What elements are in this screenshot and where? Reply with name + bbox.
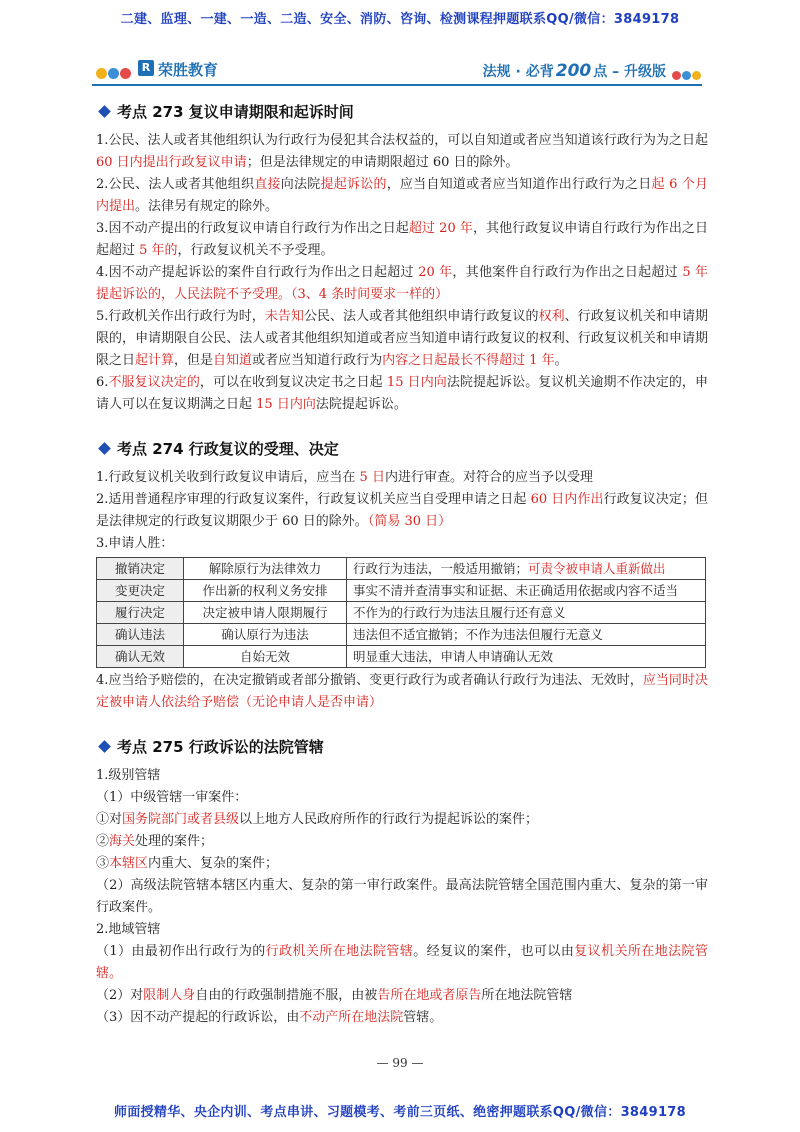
paragraph: （2）高级法院管辖本辖区内重大、复杂的第一审行政案件。最高法院管辖全国范围内重大、复杂的第一审行政案件。 [96,878,708,915]
decision-table [96,557,706,668]
paragraph: 5.行政机关作出行政行为时，未告知公民、法人或者其他组织申请行政复议的权利、行政复议机关和申请期限的，申请期限自公民、法人或者其他组织知道或者应当知道申请行政复议的权利、行政复议机关和申请期限之日起计算，但是自知道或者应当知道行政行为内容之日起最长不得超过 1 年。 [96,309,708,368]
table-row: 撤销决定 解除原行为法律效力 行政行为违法，一般适用撤销；可责令被申请人重新做出 [97,558,706,580]
book-title: 法规 · 必背 200 点 – 升级版 [482,61,666,81]
paragraph: 2.地域管辖 [96,922,161,937]
paragraph: 4.因不动产提起诉讼的案件自行政行为作出之日起超过 20 年，其他案件自行政行为作出之日起超过 5 年提起诉讼的，人民法院不予受理。（3、4 条时间要求一样的） [96,265,708,302]
logo-text: 荣胜教育 [158,61,219,79]
diamond-icon [98,442,111,455]
logo-icon: R [138,60,154,76]
page-number: — 99 — [376,1056,424,1070]
bottom-ad-banner: 师面授精华、央企内训、考点串讲、习题模考、考前三页纸、绝密押题联系QQ/微信：3849178 [114,1105,686,1120]
paragraph: 6.不服复议决定的，可以在收到复议决定书之日起 15 日内向法院提起诉讼。复议机关逾期不作决定的，申请人可以在复议期满之日起 15 日内向法院提起诉讼。 [96,375,708,412]
table-row: 履行决定 决定被申请人限期履行 不作为的行政行为违法且履行还有意义 [97,602,706,624]
table-row: 确认无效 自始无效 明显重大违法，申请人申请确认无效 [97,646,706,668]
table-row: 确认违法 确认原行为违法 违法但不适宜撤销；不作为违法但履行无意义 [97,624,706,646]
paragraph: ②海关处理的案件； [96,834,214,849]
paragraph: （3）因不动产提起的行政诉讼，由不动产所在地法院管辖。 [96,1010,443,1025]
section-title-274: 考点 274 行政复议的受理、决定 [96,438,708,459]
paragraph: 1.级别管辖 [96,768,161,783]
page-header [92,58,702,86]
diamond-icon [98,105,111,118]
table-row: 变更决定 作出新的权利义务安排 事实不清并查清事实和证据、未正确适用依据或内容不适当 [97,580,706,602]
paragraph: ③本辖区内重大、复杂的案件； [96,856,279,871]
page-content [96,95,708,1029]
top-ad-banner: 二建、监理、一建、一造、二造、安全、消防、咨询、检测课程押题联系QQ/微信：3849178 [120,12,680,27]
decorative-dots-right [672,65,702,84]
paragraph: 3.因不动产提出的行政复议申请自行政行为作出之日起超过 20 年，其他行政复议申请自行政行为作出之日起超过 5 年的，行政复议机关不予受理。 [96,221,708,258]
paragraph: （2）对限制人身自由的行政强制措施不服，由被告所在地或者原告所在地法院管辖 [96,988,573,1003]
paragraph: 4.应当给予赔偿的，在决定撤销或者部分撤销、变更行政行为或者确认行政行为违法、无效时，应当同时决定被申请人依法给予赔偿（无论申请人是否申请） [96,673,708,710]
paragraph: 2.适用普通程序审理的行政复议案件，行政复议机关应当自受理申请之日起 60 日内作出行政复议决定；但是法律规定的行政复议期限少于 60 日的除外。（简易 30 日） [96,492,708,529]
section-title-273: 考点 273 复议申请期限和起诉时间 [96,101,708,122]
paragraph: （1）由最初作出行政行为的行政机关所在地法院管辖。经复议的案件，也可以由复议机关所在地法院管辖。 [96,944,708,981]
paragraph: 2.公民、法人或者其他组织直接向法院提起诉讼的，应当自知道或者应当知道作出行政行为之日起 6 个月内提出。法律另有规定的除外。 [96,177,708,214]
decorative-dots-left [96,64,132,83]
paragraph: （1）中级管辖一审案件： [96,790,248,805]
paragraph: 3.申请人胜： [96,536,174,551]
section-title-275: 考点 275 行政诉讼的法院管辖 [96,736,708,757]
diamond-icon [98,740,111,753]
paragraph: 1.公民、法人或者其他组织认为行政行为侵犯其合法权益的，可以自知道或者应当知道该行政行为为之日起60 日内提出行政复议申请；但是法律规定的申请期限超过 60 日的除外。 [96,133,708,170]
paragraph: 1.行政复议机关收到行政复议申请后，应当在 5 日内进行审查。对符合的应当予以受理 [96,470,593,485]
paragraph: ①对国务院部门或者县级以上地方人民政府所作的行政行为提起诉讼的案件； [96,812,539,827]
